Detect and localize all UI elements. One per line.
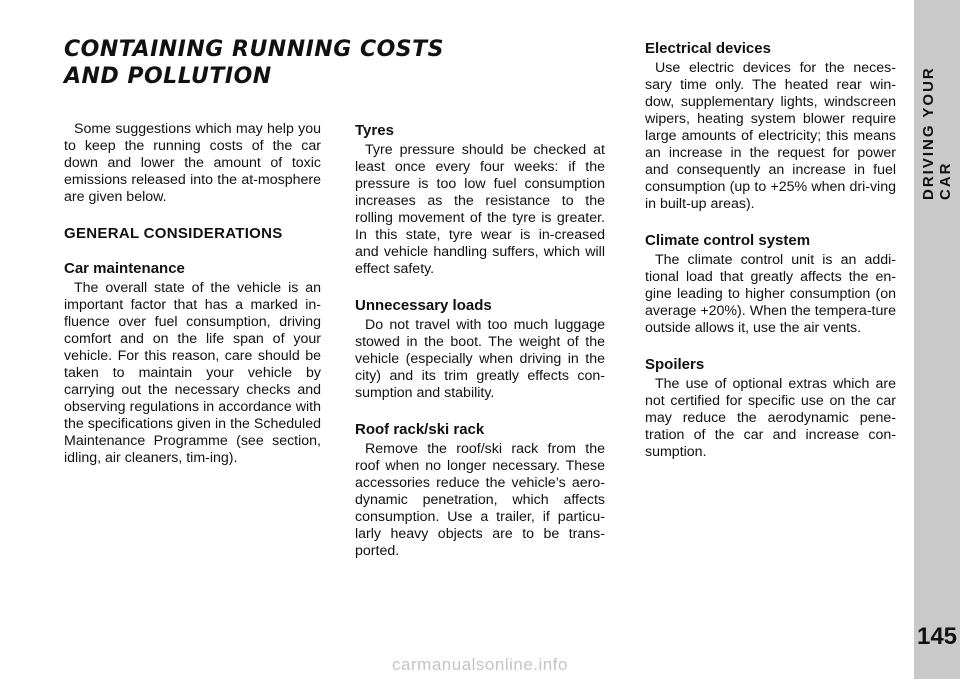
tyres-text: Tyre pressure should be checked at least once every four weeks: if the pressure is too low fuel consumption increases as the resistance to the rolling movement of the tyre is greater. In this state, tyre wear is in-creased and vehicle handling suffers, which will effect safety. (355, 142, 605, 277)
chapter-label: DRIVING YOUR CAR (920, 66, 954, 200)
electrical-devices-text: Use electric devices for the neces-sary time only. The heated rear win-dow, supplementary lights, windscreen wipers, heating system blower require large amounts of electricity; this means an increase in the request for power and consequently an increase in fuel consumption (up to +25% when dri-ving in built-up areas). (645, 60, 896, 212)
page-title-line-1: CONTAINING RUNNING COSTS (64, 37, 444, 62)
general-considerations-heading: GENERAL CONSIDERATIONS (64, 225, 283, 242)
roof-rack-heading: Roof rack/ski rack (355, 421, 485, 438)
spoilers-text: The use of optional extras which are not certified for specific use on the car may reduce the aerodynamic pene-tration of the car and increase con-sumption. (645, 376, 896, 460)
page-title-line-2: AND POLLUTION (64, 64, 272, 89)
intro-paragraph: Some suggestions which may help you to keep the running costs of the car down and lower the amount of toxic emissions released into the at-mosphere are given below. (64, 121, 321, 205)
page-number: 145 (916, 623, 958, 650)
column-2 (355, 122, 605, 560)
page-title (64, 36, 494, 90)
climate-control-heading: Climate control system (645, 232, 811, 249)
car-maintenance-heading: Car maintenance (64, 260, 185, 277)
tyres-heading: Tyres (355, 122, 394, 139)
column-3 (645, 40, 896, 461)
car-maintenance-text: The overall state of the vehicle is an important factor that has a marked in-fluence over fuel consumption, driving comfort and on the life span of your vehicle. For this reason, care should be taken to maintain your vehicle by carrying out the necessary checks and observing regulations in accordance with the specifications given in the Scheduled Maintenance Programme (see section, idling, air cleaners, tim-ing). (64, 280, 321, 466)
climate-control-text: The climate control unit is an addi-tional load that greatly affects the en-gine leading to higher consumption (on average +20%). When the tempera-ture outside allows it, use the air vents. (645, 252, 896, 336)
unnecessary-loads-heading: Unnecessary loads (355, 297, 492, 314)
watermark-text: carmanualsonline.info (392, 655, 568, 674)
electrical-devices-heading: Electrical devices (645, 40, 771, 57)
unnecessary-loads-text: Do not travel with too much luggage stowed in the boot. The weight of the vehicle (especially when driving in the city) and its trim greatly effects con-sumption and stability. (355, 317, 605, 401)
spoilers-heading: Spoilers (645, 356, 705, 373)
column-1 (64, 121, 321, 467)
roof-rack-text: Remove the roof/ski rack from the roof when no longer necessary. These accessories reduce the vehicle’s aero-dynamic penetration, which affects consumption. Use a trailer, if particu-larly heavy objects are to be trans-ported. (355, 441, 605, 559)
